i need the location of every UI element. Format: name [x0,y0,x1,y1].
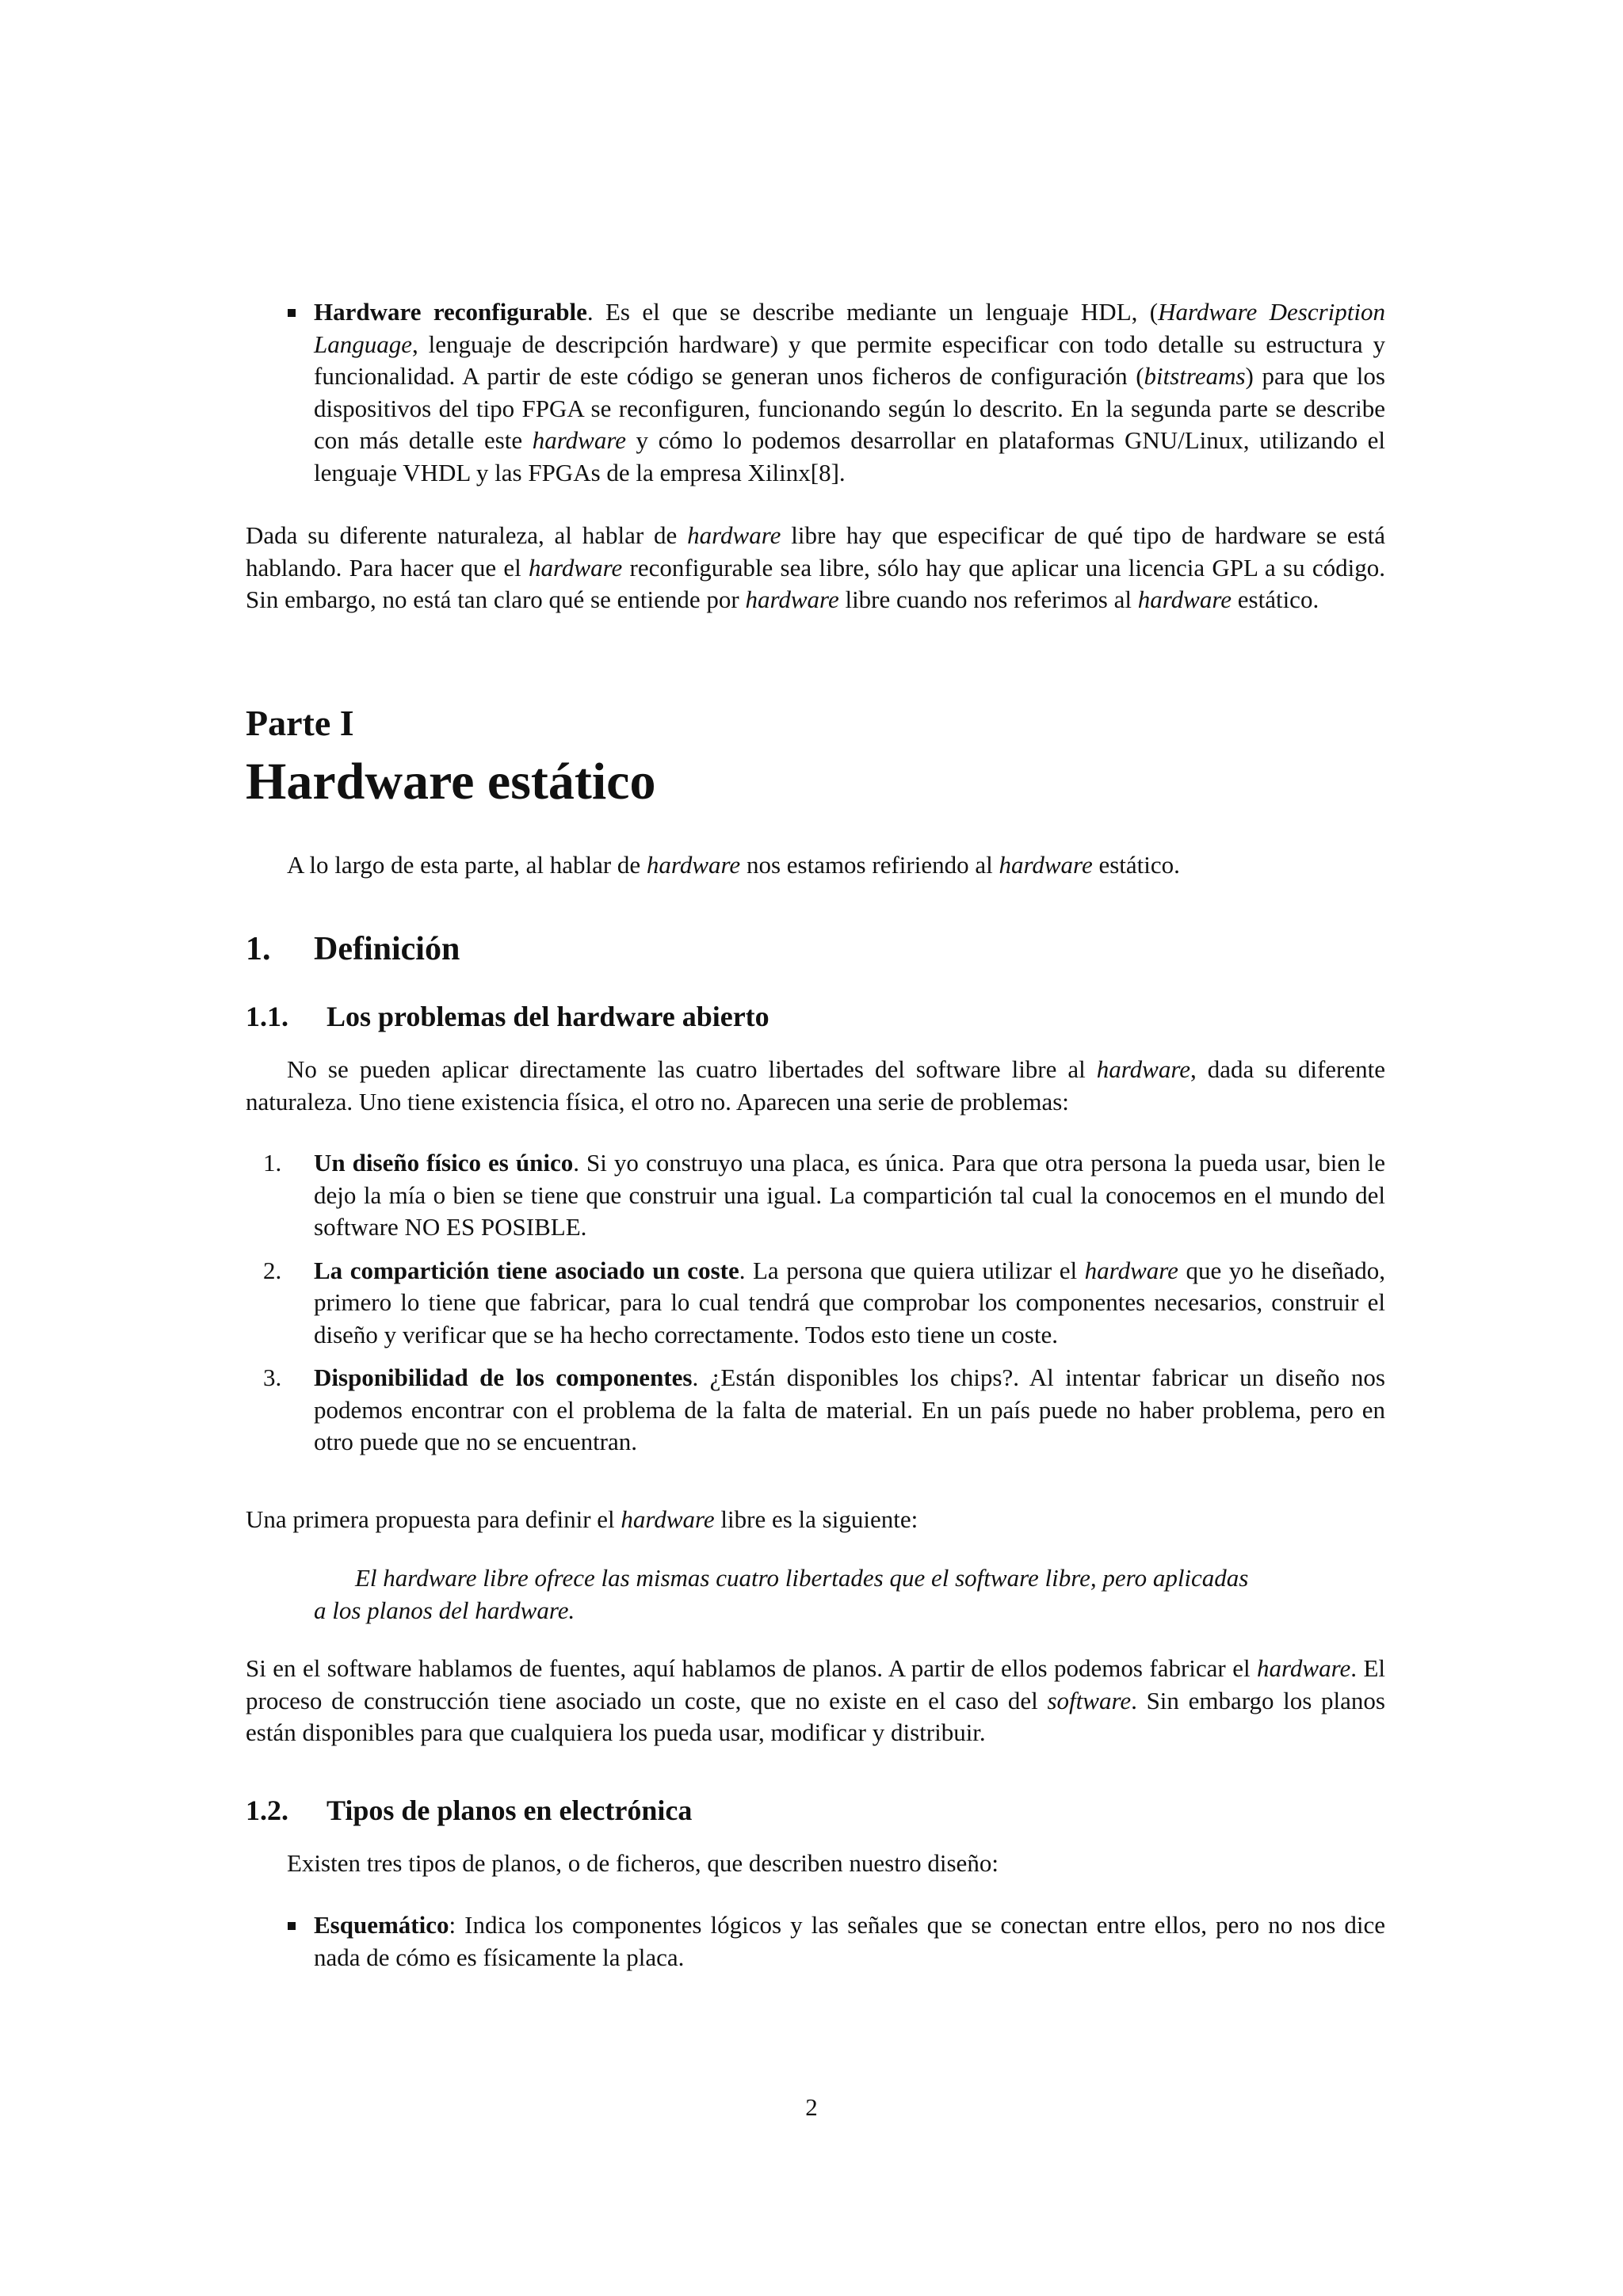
term-bold: Esquemático [314,1911,449,1939]
text-italic: bitstreams [1144,362,1246,390]
text-italic: hardware [646,851,741,879]
section-number: 1. [246,931,271,967]
subsection-title: Los problemas del hardware abierto [327,1001,769,1032]
term-bold: La compartición tiene asociado un coste [314,1256,739,1284]
subsection-heading [246,998,1385,1035]
text-run: . Sin embargo los planos están disponibles para que cualquiera los pueda usar, modificar y distribuir. [246,1686,1385,1746]
section-title: Definición [314,931,460,967]
text-italic: hardware [1257,1654,1351,1682]
list-item [246,1255,1385,1352]
part-title: Hardware estático [246,753,656,810]
term-bold: Un diseño físico es único [314,1149,574,1177]
paragraph-naturaleza [246,520,1385,616]
text-run: , lenguaje de descripción hardware) y que permite especificar con todo detalle su estructura y funcionalidad. A partir de este código se generan unos ficheros de configuración ( [314,330,1385,390]
text-run: reconfigurable sea libre, sólo hay que aplicar una licencia GPL a su código. Sin embargo, no está tan claro qué se entiende por [246,553,1386,613]
text-run: y cómo lo podemos desarrollar en plataformas GNU/Linux, utilizando el lenguaje VHDL y las FPGAs de la empresa Xilinx[8]. [314,426,1385,486]
text-italic: hardware [1137,585,1232,613]
item-number: 2. [263,1256,282,1284]
paragraph-propuesta [246,1504,1385,1536]
part-label: Parte I [246,703,354,743]
list-item [246,1909,1385,1974]
item-number: 1. [263,1149,282,1177]
subsection-title: Tipos de planos en electrónica [327,1794,693,1826]
list-item [246,1362,1385,1459]
page-number: 2 [805,2093,818,2121]
text-run: Si en el software hablamos de fuentes, aquí hablamos de planos. A partir de ellos podemos fabricar el [246,1654,1257,1682]
text-italic: hardware [745,585,839,613]
subsection-number: 1.2. [246,1794,288,1826]
text-run: . Si yo construyo una placa, es única. Para que otra persona la pueda usar, bien le dejo la mía o bien se tiene que construir una igual. La compartición tal cual la conocemos en el mundo del software NO ES POSIBLE. [314,1149,1385,1241]
text-run: Dada su diferente naturaleza, al hablar de [246,521,688,549]
paragraph-tipos [246,1848,1385,1880]
subsection-heading [246,1792,1385,1829]
paragraph-libertades [246,1054,1385,1118]
text-italic: hardware [999,851,1093,879]
text-run: estático. [1092,851,1180,879]
text-italic: hardware [1096,1055,1191,1083]
section-heading [246,929,1385,970]
text-italic: Hardware Description Language [314,298,1386,358]
text-run: . El proceso de construcción tiene asociado un coste, que no existe en el caso del [246,1654,1385,1714]
text-run: libre hay que especificar de qué tipo de hardware se está hablando. Para hacer que el [246,521,1385,582]
text-run: No se pueden aplicar directamente las cuatro libertades del software libre al [287,1055,1097,1083]
problems-list [246,1147,1385,1470]
part-heading [246,701,1385,814]
text-italic: hardware [529,553,623,582]
bullet-square-icon [288,309,296,317]
paragraph-text: Existen tres tipos de planos, o de ficheros, que describen nuestro diseño: [287,1849,999,1877]
item-number: 3. [263,1363,282,1391]
text-run: , dada su diferente naturaleza. Uno tiene existencia física, el otro no. Aparecen una serie de problemas: [246,1055,1386,1116]
text-run: ) para que los dispositivos del tipo FPGA se reconfiguren, funcionando según lo descrito. En la segunda parte se describe con más detalle este [314,362,1385,454]
quote-line: El hardware libre ofrece las mismas cuatro libertades que el software libre, pero aplicadas [355,1564,1249,1592]
text-run: A lo largo de esta parte, al hablar de [287,851,647,879]
list-item [246,296,1385,489]
part-intro [246,849,1385,882]
quote-line: a los planos del hardware. [314,1596,575,1624]
text-run: libre cuando nos referimos al [838,585,1138,613]
text-italic: software [1047,1686,1132,1714]
subsection-number: 1.1. [246,1001,288,1032]
text-run: : Indica los componentes lógicos y las señales que se conectan entre ellos, pero no nos dice nada de cómo es físicamente la placa. [314,1911,1385,1971]
list-item [246,1147,1385,1244]
paragraph-planos [246,1653,1385,1749]
bullet-list-esquematico [246,1909,1385,1974]
text-italic: hardware [621,1505,715,1533]
text-italic: hardware [532,426,626,454]
term-bold: Hardware reconfigurable [314,298,587,326]
text-run: . La persona que quiera utilizar el [739,1256,1085,1284]
text-run: nos estamos refiriendo al [740,851,999,879]
quote-block [246,1562,1385,1627]
text-run: libre es la siguiente: [714,1505,918,1533]
text-run: estático. [1232,585,1319,613]
text-italic: hardware [1084,1256,1178,1284]
text-run: que yo he diseñado, primero lo tiene que fabricar, para lo cual tendrá que comprobar los componentes necesarios, construir el diseño y verificar que se ha hecho correctamente. Todos esto tiene un coste. [314,1256,1385,1348]
bullet-list-reconfigurable [246,296,1385,489]
text-run: Una primera propuesta para definir el [246,1505,621,1533]
text-run: . Es el que se describe mediante un lenguaje HDL, ( [586,298,1159,326]
bullet-square-icon [288,1922,296,1930]
text-run: . ¿Están disponibles los chips?. Al intentar fabricar un diseño nos podemos encontrar con el problema de la falta de material. En un país puede no haber problema, pero en otro puede que no se encuentran. [314,1363,1385,1455]
term-bold: Disponibilidad de los componentes [314,1363,693,1391]
text-italic: hardware [687,521,781,549]
